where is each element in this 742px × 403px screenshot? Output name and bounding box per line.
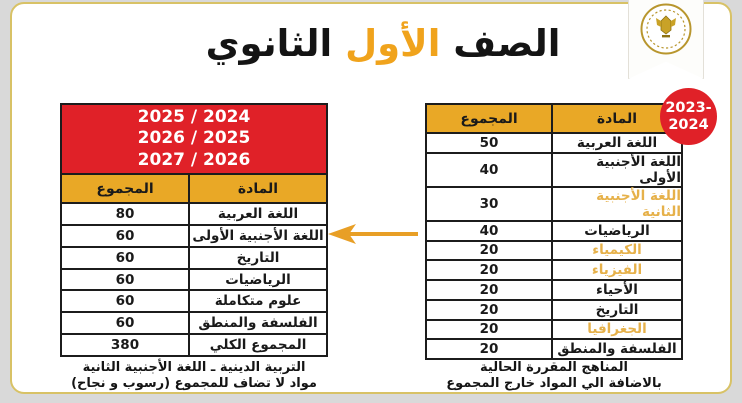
year-badge-line2: 2024 xyxy=(668,116,709,133)
subject-cell: اللغة الأجنبية الأولى xyxy=(551,154,681,186)
table-row xyxy=(62,224,326,246)
subject-cell: المجموع الكلي xyxy=(188,335,326,355)
table-row xyxy=(62,246,326,268)
year-range: 2025 / 2024 xyxy=(137,107,251,128)
title-word-grade: الصف xyxy=(453,22,561,65)
table-header-row xyxy=(62,173,326,202)
total-cell: 50 xyxy=(479,134,499,151)
total-cell: 60 xyxy=(115,249,135,266)
table-row xyxy=(427,152,681,186)
table-row xyxy=(427,220,681,240)
subject-cell: الفيزياء xyxy=(551,261,681,279)
table-row xyxy=(427,338,681,358)
year-range: 2027 / 2026 xyxy=(137,149,251,170)
subject-column-header: المادة xyxy=(188,175,326,202)
total-cell: 20 xyxy=(479,341,499,358)
total-cell: 60 xyxy=(115,227,135,244)
table-row xyxy=(427,299,681,319)
total-column-header: المجموع xyxy=(96,180,154,197)
total-column-header: المجموع xyxy=(460,110,518,127)
year-range: 2026 / 2025 xyxy=(137,128,251,149)
subject-cell: اللغة الأجنبية الثانية xyxy=(551,188,681,220)
footnote-line: بالاضافة الي المواد خارج المجموع xyxy=(446,375,662,391)
table-row xyxy=(62,311,326,333)
year-badge-line1: 2023- xyxy=(665,99,712,116)
subject-cell: اللغة العربية xyxy=(551,134,681,152)
table-row-highlighted xyxy=(427,259,681,279)
total-cell: 40 xyxy=(479,161,499,178)
title-word-first: الأول xyxy=(345,22,441,65)
table-row xyxy=(62,289,326,311)
subject-cell: الفلسفة والمنطق xyxy=(551,340,681,358)
total-cell: 80 xyxy=(115,205,135,222)
table-row-highlighted xyxy=(427,319,681,339)
table-row-grand-total xyxy=(62,333,326,355)
table-row-highlighted xyxy=(427,240,681,260)
total-cell: 20 xyxy=(479,321,499,338)
current-year-table xyxy=(425,103,683,360)
table-header-row xyxy=(427,105,681,132)
future-years-header xyxy=(62,105,326,173)
subject-cell: الكيمياء xyxy=(551,242,681,260)
table-row xyxy=(427,132,681,152)
subject-cell: علوم متكاملة xyxy=(188,291,326,311)
subject-cell: الرياضيات xyxy=(551,222,681,240)
total-cell: 30 xyxy=(479,195,499,212)
footnote-line: التربية الدينية ـ اللغة الأجنبية الثانية xyxy=(82,360,306,375)
subject-cell: الأحياء xyxy=(551,281,681,299)
subject-cell: الجغرافيا xyxy=(551,321,681,339)
table-row xyxy=(427,279,681,299)
year-badge xyxy=(660,88,717,145)
total-cell: 60 xyxy=(115,293,135,310)
footnote-line: مواد لا تضاف للمجموع (رسوب و نجاح) xyxy=(71,375,317,391)
subject-cell: اللغة الأجنبية الأولى xyxy=(188,226,326,246)
total-cell: 60 xyxy=(115,315,135,332)
footnote-line: المناهج المقررة الحالية xyxy=(480,360,628,375)
total-cell: 20 xyxy=(479,262,499,279)
subject-cell: اللغة العربية xyxy=(188,204,326,224)
total-cell: 20 xyxy=(479,242,499,259)
subject-cell: التاريخ xyxy=(551,301,681,319)
table-row xyxy=(62,202,326,224)
future-years-table xyxy=(60,103,328,357)
title-word-secondary: الثانوي xyxy=(205,22,333,65)
subject-cell: الرياضيات xyxy=(188,270,326,290)
right-table-footnote xyxy=(415,360,693,391)
total-cell: 40 xyxy=(479,222,499,239)
subject-column-header: المادة xyxy=(551,105,681,132)
table-row xyxy=(62,268,326,290)
egypt-eagle-seal-icon xyxy=(640,3,692,55)
left-arrow-icon xyxy=(328,222,420,246)
subject-cell: التاريخ xyxy=(188,248,326,268)
left-table-footnote xyxy=(48,360,340,391)
total-cell: 380 xyxy=(110,337,140,354)
total-cell: 20 xyxy=(479,301,499,318)
table-row-highlighted xyxy=(427,186,681,220)
total-cell: 20 xyxy=(479,281,499,298)
subject-cell: الفلسفة والمنطق xyxy=(188,313,326,333)
total-cell: 60 xyxy=(115,271,135,288)
